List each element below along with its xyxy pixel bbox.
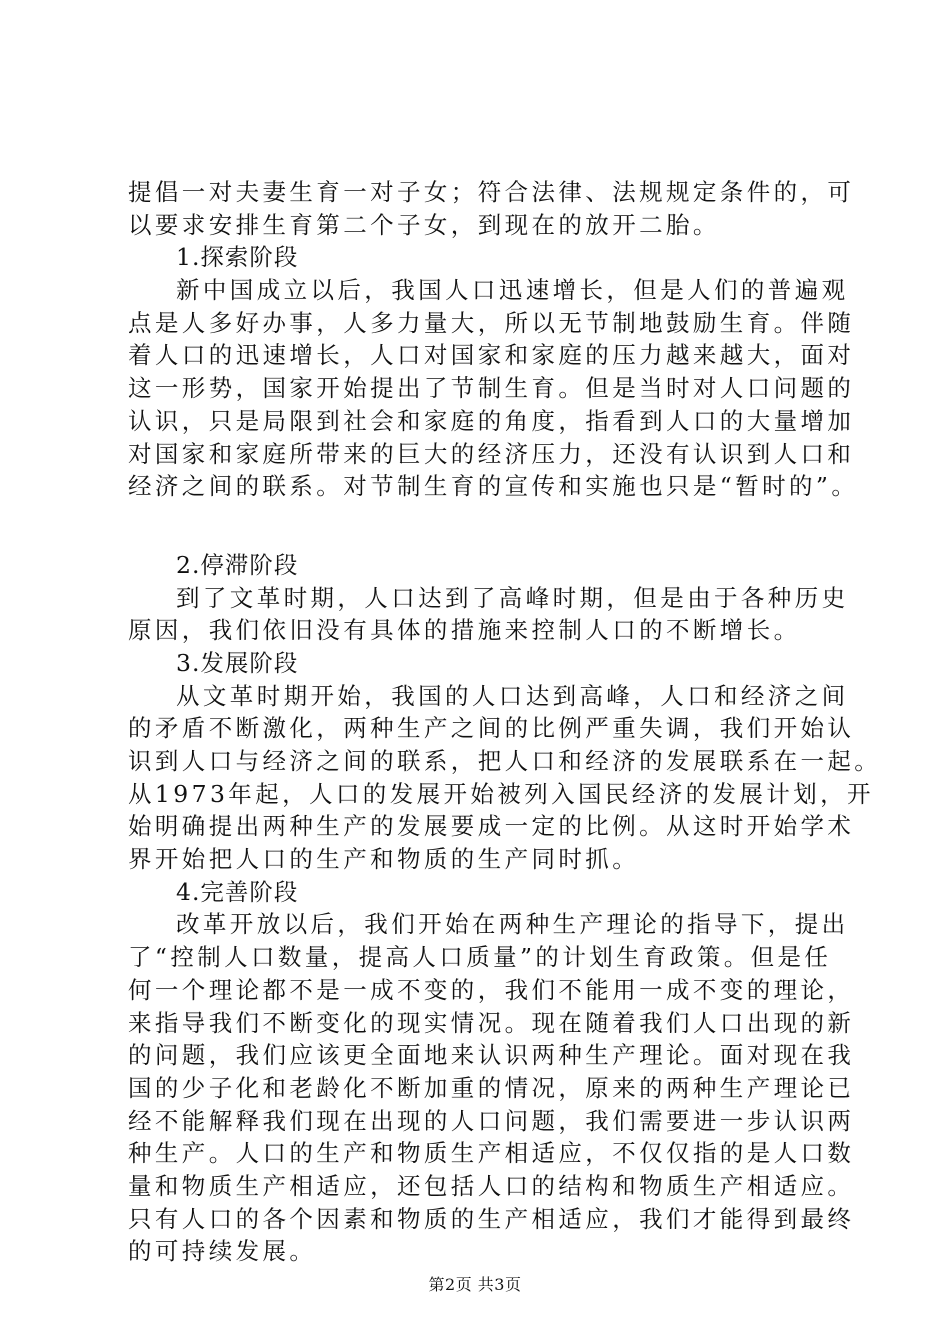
text-line: 量和物质生产相适应，还包括人口的结构和物质生产相适应。 [128,1171,855,1200]
text-line: 国的少子化和老龄化不断加重的情况，原来的两种生产理论已 [128,1073,855,1102]
text-line: 的可持续发展。 [128,1237,317,1266]
text-line: 着人口的迅速增长，人口对国家和家庭的压力越来越大，面对 [128,341,855,370]
text-line: 何一个理论都不是一成不变的，我们不能用一成不变的理论， [128,975,855,1004]
section-heading: 4.完善阶段 [176,877,299,906]
paragraph [128,680,882,876]
text-line: 这一形势，国家开始提出了节制生育。但是当时对人口问题的 [128,374,855,403]
text-line: 始明确提出两种生产的发展要成一定的比例。从这时开始学术 [128,812,855,841]
text-line: 到了文革时期，人口达到了高峰时期，但是由于各种历史 [176,583,849,612]
paragraph [128,908,855,1268]
text-line: 从1973年起，人口的发展开始被列入国民经济的发展计划，开 [128,779,874,808]
text-line: 以要求安排生育第二个子女，到现在的放开二胎。 [128,210,720,239]
text-line: 了“控制人口数量，提高人口质量”的计划生育政策。但是任 [128,943,832,972]
text-line: 来指导我们不断变化的现实情况。现在随着我们人口出现的新 [128,1008,855,1037]
text-line: 界开始把人口的生产和物质的生产同时抓。 [128,845,640,874]
text-line: 认识，只是局限到社会和家庭的角度，指看到人口的大量增加 [128,406,855,435]
text-line: 的问题，我们应该更全面地来认识两种生产理论。面对现在我 [128,1041,855,1070]
text-line: 提倡一对夫妻生育一对子女；符合法律、法规规定条件的，可 [128,178,855,206]
text-line: 的矛盾不断激化，两种生产之间的比例严重失调，我们开始认 [128,714,855,743]
section-heading: 3.发展阶段 [176,648,299,677]
section-heading: 2.停滞阶段 [176,550,299,579]
text-line: 种生产。人口的生产和物质生产相适应，不仅仅指的是人口数 [128,1139,855,1168]
text-line: 新中国成立以后，我国人口迅速增长，但是人们的普遍观 [176,276,849,305]
text-line: 点是人多好办事，人多力量大，所以无节制地鼓励生育。伴随 [128,308,855,337]
text-line: 经不能解释我们现在出现的人口问题，我们需要进一步认识两 [128,1106,855,1135]
page-number: 第2页 共3页 [428,1275,522,1294]
paragraph [128,274,859,503]
text-line: 对国家和家庭所带来的巨大的经济压力，还没有认识到人口和 [128,439,855,468]
section-heading: 1.探索阶段 [176,243,299,272]
paragraph-gap [128,503,830,549]
text-line: 从文革时期开始，我国的人口达到高峰，人口和经济之间 [176,681,849,710]
text-line: 经济之间的联系。对节制生育的宣传和实施也只是“暂时的”。 [128,472,859,501]
text-line: 只有人口的各个因素和物质的生产相适应，我们才能得到最终 [128,1204,855,1233]
text-line: 改革开放以后，我们开始在两种生产理论的指导下，提出 [176,910,849,939]
document-body [128,176,882,1268]
page-footer [0,1272,950,1295]
paragraph [128,582,849,647]
text-line: 识到人口与经济之间的联系，把人口和经济的发展联系在一起。 [128,747,882,775]
continued-paragraph [128,176,855,241]
text-line: 原因，我们依旧没有具体的措施来控制人口的不断增长。 [128,616,801,645]
